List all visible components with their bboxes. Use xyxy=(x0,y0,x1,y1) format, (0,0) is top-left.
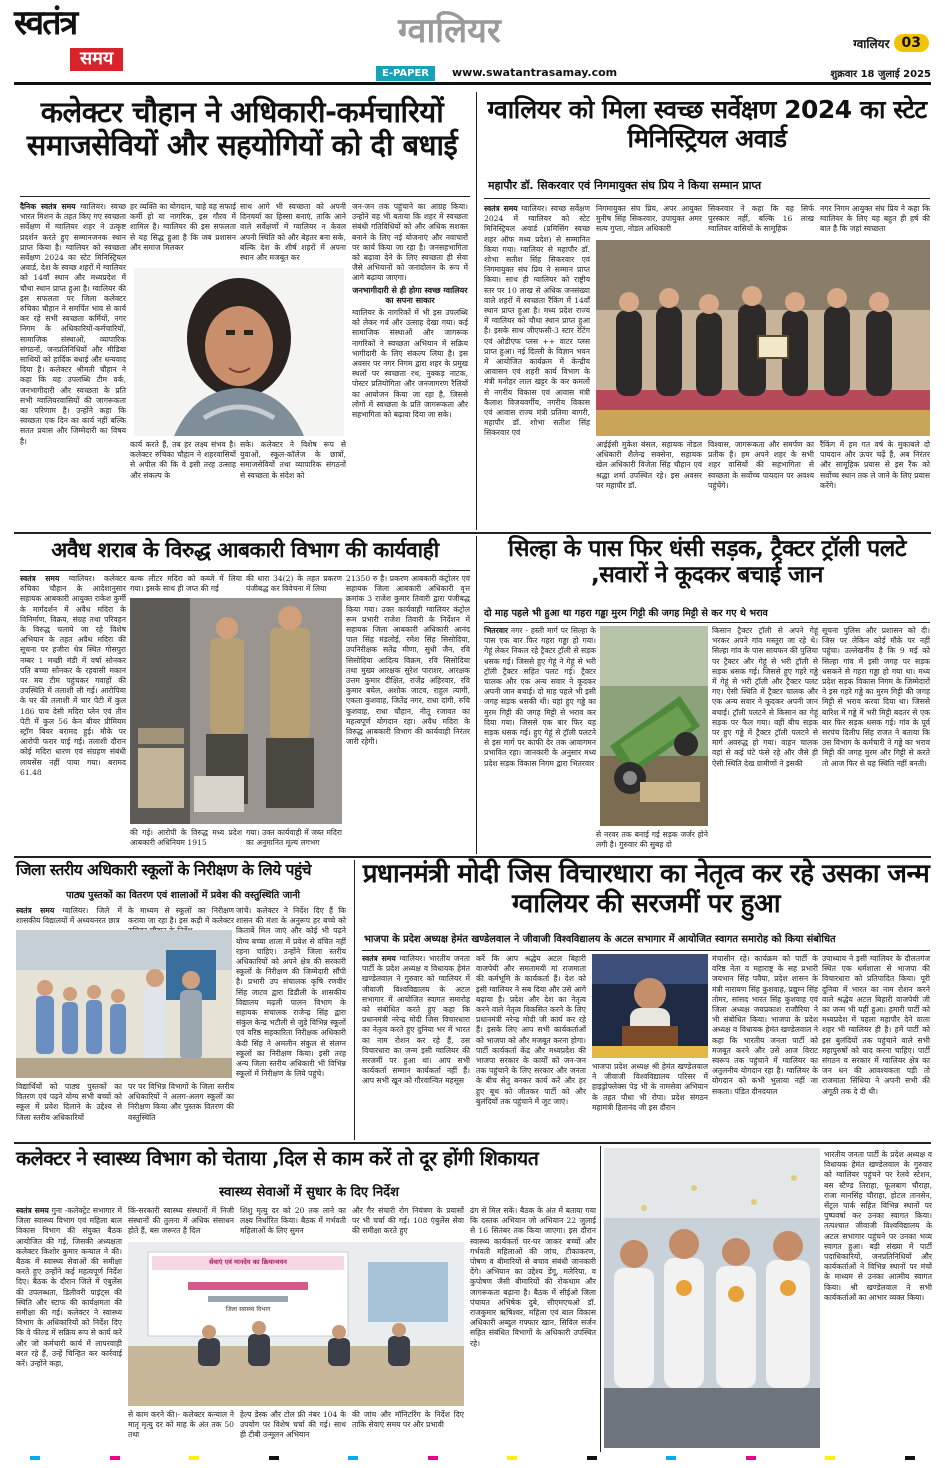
body-text: ग्वालियर के नागरिकों में भी इस उपलब्धि को लेकर गर्व और उत्साह देखा गया। कई सामाजिक संस्थाओं और जागरूक नागरिकों ने स्वच्छता अभियान में सक्रिय भागीदारी के लिए संकल्प लिया है। इस अवसर पर नगर निगम द्वारा शहर के प्रमुख स्थलों पर स्वच्छता रथ, नुक्कड़ नाटक, पोस्टर प्रतियोगिता और जनजागरण रैलियों का आयोजन किया जा रहा है, जिससे लोगों में स्वच्छता के प्रति जागरूकता और सहभागिता को बढ़ावा दिया जा सके। xyxy=(352,308,468,420)
body-text: ग्वालियर। कलेक्टर रुचिका चौहान के आदेशानुसार सहायक आबकारी आयुक्त राकेश कुर्मी के मार्गदर्शन में अवैध मदिरा के विनिर्माण, विक्रय, संग्रह तथा परिवहन के विरुद्ध चलाये जा रहे विशेष अभियान के तहत अवैध मदिरा की सूचना पर हजीरा थेत्र स्थित गोसपुरा नम्बर 1 मच्छी मंडी में वर्षा सोनकर पति बच्चा सोनकर के रहवासी मकान पर मय टीम पहुंचकर गवाहों की उपस्थिति में तलाशी ली गई। आरोपिया के घर की तलाशी में चार पेटी में कुल 186 पाव देसी मदिरा प्लेन एवं तीन पेटी में कुल 56 केन बीयर प्रीमियम स्ट्रॉग बियर बरामद हुई। मौके पर आरोपी फरार पाई गई। तलाशी दौरान कोई मदिरा धारण एवं संग्रहण संबंधी लायसेंस नहीं पाया गया। बरामद 61.48 xyxy=(20,574,126,777)
photo-modi-caption: भाजपा प्रदेश अध्यक्ष श्री हेमंत खण्डेलवाल ने जीवाजी विश्वविद्यालय परिसर में हाइड्रोफ्लेक्स पेड़ भी के नामसेवा अभियान के तहत पौधा भी रोपा। प्रदेश संगठन महामंत्री हितानंद जी इस दौरान xyxy=(592,1062,708,1112)
divider xyxy=(484,622,930,623)
body-text: ग्वालियर। भारतीय जनता पार्टी के प्रदेश अध्यक्ष व विधायक हेमंत खण्डेलवाल ने गुरुवार को ग्वालियर में जीवाजी विश्वविद्यालय के अटल सभागार में आयोजित स्वागत समारोह को संबोधित करते हुए कहा कि प्रधानमंत्री नरेन्द्र मोदी जिस विचारधारा का नेतृत्व करते हुए दुनिया भर में भारत का नाम रोशन कर रहे हैं, उस विचारधारा का जन्म इसी ग्वालियर की सरजमीं पर हुआ था। आप सभी कार्यकर्ता सम्मान कार्यकर्ता नहीं हैं। आप सभी खून को गौरवान्वित महसूस xyxy=(362,954,470,1086)
subhead-schools: पाठ्य पुस्तकों का वितरण एवं शालाओं में प्रवेश की वस्तुस्थिति जानी xyxy=(65,890,301,901)
article-award-col2a: निगमायुक्त संघ प्रिय, अपर आयुक्त मुनीष सिंह सिकरवार, उपायुक्त अमर सत्य गुप्ता, नोडल अधिकारी xyxy=(596,204,702,234)
masthead-rule xyxy=(14,82,931,85)
dateline: स्वतंत्र समय xyxy=(16,906,55,915)
article-road-col2: किसान ट्रैक्टर ट्रॉली से अपने गेहूं भरकर अपने गांव मस्तूरा जा रहे थे। सिल्हा गांव के पास सायफन की पुलिया पर ट्रैक्टर और गेहूं से भरी ट्रॉली से सड़क धसक गई। जिससे हुए गहरे गड्ढे में गेहूं से भरी ट्रॉली और ट्रैक्टर पलट गए। ऐसी स्थिति में ट्रैक्टर चालक और एक अन्य सवार ने कूदकर अपनी जान बचाई। ट्रॉली पलटने से किसान का गेहूं सड़क पर फैल गया। वहीं बीच सड़क पर हुए गड्ढे में ट्रैक्टर ट्रॉली पलटने से मार्ग अवरुद्ध हो गया। वाहन चालक वहां से कई घंटे फंसे रहे और जैसे ही ऐसी स्थिति देख ग्रामीणों ने इसकी xyxy=(712,626,818,768)
article-modi-col2: करें कि आप श्रद्धेय अटल बिहारी वाजपेयी और समतामयी मां राजमाता की कर्मभूमि के कार्यकर्ता हैं। देश को इसी ग्वालियर ने सब दिया और उसे आगे बढ़ाया है। प्रदेश और देश का नेतृत्व करने वाले नेतृत्व विकसित करने के लिए प्रधानमंत्री नरेन्द्र मोदी जी कार्य कर रहे हैं। इसके लिए आप सभी कार्यकर्ताओं को भाजपा को और मजबूत करना होगा। पार्टी कार्यकर्ता केंद्र और मध्यप्रदेश की भाजपा सरकार के कार्यों को जन-जन तक पहुंचाने के लिए सरकार और जनता के बीच सेतु बनकर कार्य करें और हर हुए बूथ को जीतकर पार्टी को और बुलंदियों तक पहुंचाने में जुट जाएं। xyxy=(476,954,586,1106)
dateline: स्वतंत्र समय xyxy=(16,1206,49,1215)
print-registration-marks xyxy=(30,1456,915,1462)
website-link[interactable]: www.swatantrasamay.com xyxy=(452,66,618,79)
photo-banner-title: सेवाएं एवं मानदेय का क्रियान्वयन xyxy=(209,1258,287,1266)
article-award-col4a: नगर निगम आयुक्त संघ प्रिय ने कहा कि ग्वालियर के लिए यह बहुत ही हर्ष की बात है कि जहां स्वच्छता xyxy=(820,204,930,234)
photo-welcome-crowd xyxy=(604,1148,820,1448)
photo-liquor-raid xyxy=(130,598,342,824)
article-health-col1 xyxy=(16,1206,122,1450)
headline-modi: प्रधानमंत्री मोदी जिस विचारधारा का नेतृत्व कर रहे उसका जन्म ग्वालियर की सरजमीं पर हुआ xyxy=(362,859,930,919)
article-award-col4b: रैंकिंग में हम गत वर्ष के मुकाबले दो पायदान और ऊपर चढ़ें हैं, अब निरंतर और सामूहिक प्रयास से इस रैंक को सर्वोच्च स्थान तक ले जाने के लिए प्रयास करेंगे। xyxy=(820,440,930,490)
page-indicator xyxy=(853,34,929,52)
article-award-col1 xyxy=(484,204,590,526)
subhead-award: महापौर डॉ. सिकरवार एवं निगमायुक्त संघ प्रिय ने किया सम्मान प्राप्त xyxy=(488,179,762,192)
body-text: गुना -कलेक्ट्रेट सभागार में जिला स्वास्थ्य विभाग एवं महिला बाल विकास विभाग की संयुक्त बैठक आयोजित की गई, जिसकी अध्यक्षता कलेक्टर किशोर कुमार कन्याल ने की। बैठक में स्वास्थ्य सेवाओं की समीक्षा करते हुए उन्होंने कई महत्वपूर्ण निर्देश दिए। बैठक के दौरान जिले में एंबुलेंस की उपलब्धता, डिलीवरी पाइंट्स की स्थिति और स्टाफ की कार्यक्षमता की समीक्षा की गई। कलेक्टर ने स्वास्थ्य विभाग के अधिकारियों को निर्देश दिए कि वे फील्ड में सक्रिय रूप से कार्य करें और जो कर्मचारी कार्य में लापरवाही बरत रहे हैं, उन्हें चिन्हित कर कार्रवाई करें। उन्होंने कहा, xyxy=(16,1206,122,1369)
article-health-col2a: किं-सरकारी स्वास्थ्य संस्थानों में निजी संस्थानों की तुलना में अधिक संसाधन होते हैं, बस जरूरत है दिल xyxy=(128,1206,234,1236)
article-modi-col3: मंचासीन रहे। कार्यक्रम को पार्टी के वरिष्ठ नेता व महाराष्ट्र के सह प्रभारी जयभान सिंह पवैया, प्रदेश शासन के मंत्री नारायण सिंह कुशवाह, प्रद्युम्न सिंह तोमर, सांसद भारत सिंह कुशवाह एवं जिला अध्यक्ष जयप्रकाश राजौरिया ने भी संबोधित किया। भाजपा के प्रदेश अध्यक्ष व विधायक हेमंत खण्डेलवाल ने कहा कि भारतीय जनता पार्टी को मजबूत करने और उसे आज विराट स्वरूप तक पहुंचाने में ग्वालियर का अतुलनीय योगदान रहा है। ग्वालियर के योगदान को कभी भुलाया नहीं जा सकता। पंडित दीनदयाल xyxy=(712,954,818,1096)
article-schools-col2b: जांचें। कलेक्टर ने निर्देश दिए हैं कि शासन की मंशा के अनुरूप हर बच्चे को किताबें मिल जाएं और कोई भी पढ़ने योग्य बच्चा शाला में प्रवेश से वंचित नहीं रहना चाहिए। उन्होंने जिला स्तरीय अधिकारियों को अपने क्षेत्र की सरकारी स्कूलों के निरीक्षण की जिम्मेदारी सौंपी है। प्रभारी उप संचालक कृषि रणवीर सिंह जाटव द्वारा डिडौली के शासकीय विद्यालय मढ़ली पालन विभाग के सहायक संचालक राजेन्द्र सिंह द्वारा संकुल केन्द्र भटौली से जुड़े विभिन्न स्कूलों एवं वरिष्ठ सहकारिता निरीक्षक अधिकारी केदी सिंह ने अमलीन संकुल से संलग्न स्कूलों का निरीक्षण किया। इसी तरह अन्य जिला स्तरीय अधिकारी भी विभिन्न स्कूलों में निरीक्षण के लिये पहुंचे। xyxy=(236,906,346,1079)
column-divider xyxy=(600,1146,601,1452)
body-text: नगर - हस्ती मार्ग पर सिल्हा के पास एक बार फिर गहरा गड्ढा हो गया। गेहूं लेकर निकल रहे ट्रैक्टर ट्रॉली से सड़क धसक गई। जिससे हुए गेहूं ने गेहूं से भरी ट्रॉली ट्रैक्टर सहित पलट गई। ट्रैक्टर चालक और एक अन्य सवार ने कूदकर अपनी जान बचाई। दो माह पहले भी इसी जगह सड़क धसकी थी। यहां हुए गड्ढे का मुरम गिट्टी की जगह मिट्टी से भराव कर दिया गया। जिससे एक बार फिर यह सड़क धसक गई। हुए गेहूं से ट्रॉली पलटने से इस मार्ग पर काफी देर तक आवागमन प्रभावित रहा। जानकारी के अनुसार मध्य प्रदेश सड़क विकास निगम द्वारा भितरवार xyxy=(484,626,596,768)
section-divider xyxy=(14,1142,931,1144)
dateline: स्वतंत्र समय xyxy=(20,574,60,583)
dateline: स्वतंत्र समय xyxy=(484,204,518,213)
article-schools-col1b: विद्यार्थियों को पाठ्य पुस्तकों का वितरण एवं पढ़ने योग्य सभी बच्चों को स्कूल में प्रवेश दिलाने के उद्देश्य से जिला स्तरीय अधिकारियों xyxy=(16,1082,122,1122)
headline-road: सिल्हा के पास फिर धंसी सड़क, ट्रैक्टर ट्रॉली पलटे ,सवारों ने कूदकर बचाई जान xyxy=(508,536,906,589)
article-liquor-col3b: गया। उक्त कार्यवाही में जब्त मदिरा का अनुमानित मूल्य लगभग xyxy=(246,828,342,848)
article-award-col3a: सिकरवार ने कहा कि यह सिर्फ पुरस्कार नहीं, बल्कि 16 लाख ग्वालियर वासियों के सामूहिक xyxy=(708,204,814,234)
dateline: भितरवार xyxy=(484,626,509,635)
article-modi-col1 xyxy=(362,954,470,1138)
dateline: स्वतंत्र समय xyxy=(362,954,396,963)
headline-liquor: अवैध शराब के विरुद्ध आबकारी विभाग की कार्यवाही xyxy=(51,538,439,562)
edition-city: ग्वालियर xyxy=(398,11,501,51)
article-liquor-col4: 21350 रु है। प्रकरण आबकारी कंट्रोलर एवं सहायक जिला आबकारी अधिकारी वृत्त क्रमांक 3 राजेश कुमार तिवारी द्वारा पंजीबद्ध किया गया। उक्त कार्यवाही ग्वालियर कंट्रोल रूम प्रभारी राजेश तिवारी के निर्देशन में सहायक जिला आबकारी अधिकारी आनंद पाल सिंह मंडलोई, रमेश सिंह सिसोदिया, उपनिरीक्षक सतेंद्र मीणा, सुधी जैन, रवि सिसोदिया आदित्य विक्रम, रवि सिसोदिया तथा मुख्य आरक्षक सुरेश पाराशर, आरक्षक उत्तम कुमार दीक्षित, राजेंद्र अहिरवार, रवि कुमार बघेल, अशोक जाटव, राहुल त्यागी, एकता कुशवाह, जितेंद्र नगर, राधा दांगी, रुचि कुशवाह, राधा चौहान, नीतू रजावत का महत्वपूर्ण योगदान रहा। अवैध मदिरा के विरुद्ध आबकारी विभाग की कार्यवाही निरंतर जारी रहेगी। xyxy=(346,574,470,747)
subhead-health: स्वास्थ्य सेवाओं में सुधार के दिए निर्देश xyxy=(219,1185,399,1200)
article-road-col3: सूचना पुलिस और प्रशासन को दी। जिस पर लेकिन कोई मौके पर नहीं पहुंचा। उल्लेखनीय है कि 9 मई को सिल्हा गांव में इसी जगह पर सड़क धसकने से गहरा गड्ढा हो गया था। मध्य प्रदेश सड़क विकास निगम के जिम्मेदारों ने इस गहरे गड्ढे का मुरम गिट्टी की जगह मिट्टी से भराव करवा दिया था। जिससे बारिश में गड्ढे में भरी मिट्टी बदतर से एक बार फिर सड़क धसक गई। गांव के पूर्व सरपंच दिलीप सिंह राजत ने बताया कि उस विभाग के कर्मचारी ने गड्ढे का भराव मिट्टी की जगह मुरम और गिट्टी से करते तो आज फिर से यह स्थिति नहीं बनती। xyxy=(822,626,930,768)
article-collector-col3a: साथ आगे भी स्वच्छता को अपनी दिनचर्या का हिस्सा बनाएं, ताकि आने वाले सर्वेक्षणों में ग्वालियर न केवल अपनी स्थिति को और बेहतर बना सके, बल्कि देश के शीर्ष शहरों में अपना स्थान और मजबूत कर xyxy=(240,202,346,263)
masthead-logo-samay: समय xyxy=(70,48,123,71)
article-schools-col2a: के माध्यम से स्कूलों का निरीक्षण कराया जा रहा है। इस कड़ी में कलेक्टर xyxy=(128,906,234,926)
dateline: दैनिक स्वतंत्र समय xyxy=(20,202,76,211)
headline-schools: जिला स्तरीय अधिकारी स्कूलों के निरीक्षण के लिये पहुंचे xyxy=(16,861,312,879)
article-liquor-col3a: की धारा 34(2) के तहत प्रकरण पंजीबद्ध कर विवेचना में लिया xyxy=(246,574,342,594)
photo-modi-speech xyxy=(592,954,708,1058)
article-award-col3b: विश्वास, जागरूकता और समर्पण का प्रतीक है। हम अपने शहर के सभी शहर वासियों की सहभागिता से स्वच्छता के सर्वोच्च पायदान पर अवश्य पहुंचेंगे। xyxy=(708,440,814,490)
epaper-badge: E-PAPER xyxy=(376,66,435,81)
column-divider xyxy=(476,92,477,530)
divider xyxy=(20,570,470,571)
column-divider xyxy=(476,536,477,854)
article-health-col3b: हेल्प डेस्क और टोल फ्री नंबर 104 के उपयोग पर विशेष चर्चा की गई। साथ ही टीबी उन्मूलन अभियान xyxy=(240,1410,346,1440)
subhead-modi: भाजपा के प्रदेश अध्यक्ष हेमंत खण्डेलवाल ने जीवाजी विश्वविद्यालय के अटल सभागार में आयोजित स्वागत समारोह को किया संबोधित xyxy=(364,934,836,945)
article-road-col1b: से नरवर तक बनाई गई सड़क जर्जर होने लगी है। गुरुवार की सुबह दो xyxy=(596,830,708,850)
article-welcome-col: भारतीय जनता पार्टी के प्रदेश अध्यक्ष व विधायक हेमंत खण्डेलवाल के गुरुवार को ग्वालियर पहुंचने पर रेलवे स्टेशन, बस स्टैण्ड तिराहा, फूलबाग चौराहा, राजा मानसिंह चौराहा, होटल तानसेन, सेंट्रल पार्क सहित विभिन्न स्थानों पर पुष्पवर्षा कर उनका स्वागत किया। तत्पश्चात जीवाजी विश्वविद्यालय के अटल सभागार पहुंचने पर उनका भव्य स्वागत हुआ। बड़ी संख्या में पार्टी पदाधिकारियों, जनप्रतिनिधियों और कार्यकर्ताओं ने विभिन्न स्थानों पर मंचों के माध्यम से उनका आत्मीय स्वागत किया। श्री खण्डेलवाल ने सभी कार्यकर्ताओं का आभार व्यक्त किया। xyxy=(824,1150,932,1302)
page-number: 03 xyxy=(894,34,929,52)
masthead-logo: स्वतंत्र xyxy=(14,3,77,43)
article-collector-col3b: सके। कलेक्टर ने विशेष रूप से युवाओं, स्कूल-कॉलेज के छात्रों, समाजसेवियों तथा व्यापारिक संगठनों से स्वच्छता के संदेश को xyxy=(240,440,346,480)
divider xyxy=(362,950,930,951)
section-divider xyxy=(14,532,931,534)
photo-school-inspection xyxy=(16,930,232,1078)
photo-health-meeting xyxy=(128,1242,464,1406)
article-collector-col2a: हर व्यक्ति का योगदान, चाहे वह सफाई कर्मी हो या नागरिक, इस गौरव में शामिल है। ग्वालियर की इस सफलता से यह सिद्ध हुआ है कि जब प्रशासन और समाज मिलकर xyxy=(130,202,236,252)
article-collector-col1 xyxy=(20,202,126,526)
section-divider xyxy=(14,856,931,858)
article-schools-col1a xyxy=(16,906,122,928)
body-text: जन-जन तक पहुंचाने का आग्रह किया। उन्होंने यह भी बताया कि शहर में स्वच्छता संबंधी गतिविधियों को और अधिक सशक्त बनाने के लिए नई योजनाएं और नवाचारों पर कार्य किया जा रहा है। जनसहभागिता को बढ़ावा देने के लिए स्वच्छता ही सेवा जैसे अभियानों को जनांदोलन के रूप में आगे बढ़ाया जाएगा। xyxy=(352,202,468,283)
photo-road-trolley xyxy=(600,626,708,826)
inline-subhead: जनभागीदारी से ही होगा स्वच्छ ग्वालियर का सपना साकार xyxy=(352,285,468,305)
headline-collector-badhai: कलेक्टर चौहान ने अधिकारी-कर्मचारियों समाजसेवियों और सहयोगियों को दी बधाई xyxy=(26,95,458,163)
article-schools-col2c: पर पर विभिन्न विभागों के जिला स्तरीय अधिकारियों ने अलग-अलग स्कूलों का निरीक्षण किया और पुस्तक वितरण की वस्तुस्थिति xyxy=(128,1082,234,1122)
headline-health: कलेक्टर ने स्वास्थ्य विभाग को चेताया ,दिल से काम करें तो दूर होंगी शिकायत xyxy=(16,1147,539,1170)
article-health-col4b: की जांच और मॉनिटरिंग के निर्देश दिए ताकि सेवाएं समय पर और प्रभावी xyxy=(352,1410,464,1430)
article-modi-col4: उपाध्याय ने इसी ग्वालियर के दौलतगंज स्थित एक धर्मशाला से भाजपा की विचारधारा को प्रतिपादित किया। पूरी दुनिया में भारत का नाम रोशन करने वाले श्रद्धेय अटल बिहारी वाजपेयी जी का जन्म भी यहीं हुआ। हमारी पार्टी को मध्यप्रदेश में पहला महापौर देने वाला शहर भी ग्वालियर ही है। हमें पार्टी को इस बुलंदियों तक पहुंचाने वाले सभी महापुरुषों को याद करना चाहिए। पार्टी संगठन व सरकार में ग्वालियर क्षेत्र का जन धन की आवश्यकता पड़ी तो राजमाता सिंधिया ने अपनी सभी की अंगूठी तक दे दी थी। xyxy=(822,954,930,1096)
article-health-col2b: से काम करने की।- कलेक्टर कन्याल ने मातृ मृत्यु दर को माह के अंत तक 50 तथा xyxy=(128,1410,234,1440)
article-road-col1 xyxy=(484,626,596,828)
body-text: ग्वालियर। स्वच्छ भारत मिशन के तहत किए गए स्वच्छता सर्वेक्षण में ग्वालियर शहर ने उत्कृष्ट प्रदर्शन करते हुए सम्मानजनक स्थान प्राप्त किया है। ग्वालियर को स्वच्छता सर्वेक्षण 2024 का स्टेट मिनिस्ट्रियल अवार्ड, देश के स्वच्छ शहरों में ग्वालियर को 14वाँ स्थान और मध्यप्रदेश में चौथा स्थान प्राप्त हुआ है। ग्वालियर की इस सफलता पर जिला कलेक्टर रुचिका चौहान ने समर्पित भाव से कार्य कर रहे सभी स्वच्छता कर्मियों, नगर निगम के अधिकारियों-कर्मचारियों, सामाजिक संस्थाओं, व्यापारिक संगठनों, जनप्रतिनिधियों और मीडिया साथियों को हार्दिक बधाई और धन्यवाद दिया है। कलेक्टर श्रीमती चौहान ने कहा कि यह उपलब्धि टीम वर्क, जनभागीदारी और स्वच्छता के प्रति सभी ग्वालियरवासियों की जागरूकता का परिणाम है। उन्होंने कहा कि स्वच्छता एक दिन का कार्य नहीं बल्कि सतत प्रयास और जिम्मेदारी का विषय है। xyxy=(20,202,126,446)
article-award-col2b: आईईसी मुकेश बंसल, सहायक नोडल अधिकारी शैलेन्द्र सक्सेना, सहायक खेल अधिकारी विजेता सिंह चौहान एवं श्रद्धा शर्मा उपस्थित रहे। इस अवसर पर महापौर डॉ. xyxy=(596,440,702,490)
headline-award: ग्वालियर को मिला स्वच्छ सर्वेक्षण 2024 का स्टेट मिनिस्ट्रियल अवार्ड xyxy=(487,95,927,153)
article-liquor-col2a: बल्क लीटर मदिरा को कब्जे में लिया गया। इसके साथ ही जप्त की गई xyxy=(130,574,242,594)
subhead-road: दो माह पहले भी हुआ था गहरा गड्ढा मुरम गिट्टी की जगह मिट्टी से कर गए थे भराव xyxy=(484,608,768,619)
article-health-col4a: और गैर संचारी रोग नियंत्रण के प्रयासों पर भी चर्चा की गई। 108 एंबुलेंस सेवा की समीक्षा करते हुए xyxy=(352,1206,464,1236)
article-health-col5: ढंग से मिल सकें। बैठक के अंत में बताया गया कि दस्तक अभियान जो अभियान 22 जुलाई से 16 सितंबर तक किया जाएगा। इस दौरान स्वास्थ्य कार्यकर्ता घर-घर जाकर बच्चों और गर्भवती महिलाओं की जांच, टीकाकरण, पोषण व बीमारियों से बचाव संबंधी जानकारी देंगे। अभियान का उद्देश्य डेंगू, मलेरिया, व कुपोषण जैसी बीमारियों की रोकथाम और जागरूकता बढ़ाना है। बैठक में सीईओ जिला पंचायत अभिषेक दुबे, सीएमएचओ डॉ. राजकुमार ऋषिश्वर, महिला एवं बाल विकास अधिकारी अब्दुल गफ्फार खान, सिविल सर्जन सहित संबंधित विभागों के अधिकारी उपस्थित रहे। xyxy=(470,1206,596,1348)
divider xyxy=(484,198,930,199)
divider xyxy=(20,196,470,197)
article-health-col3a: शिशु मृत्यु दर को 20 तक लाने का लक्ष्य निर्धारित किया। बैठक में गर्भवती महिलाओं के लिए सुमन xyxy=(240,1206,346,1236)
photo-banner-sub: जिला स्वास्थ्य विभाग xyxy=(225,1306,271,1313)
article-collector-col4 xyxy=(352,202,468,526)
photo-award-ceremony xyxy=(596,240,930,436)
article-collector-col2b: कार्य करते हैं, तब हर लक्ष्य संभव है। कलेक्टर रुचिका चौहान ने शहरवासियों से अपील की कि वे इसी तरह उत्साह और संकल्प के xyxy=(130,440,236,480)
issue-date: शुक्रवार 18 जुलाई 2025 xyxy=(830,69,931,80)
page-city: ग्वालियर xyxy=(853,36,890,51)
photo-collector-portrait xyxy=(134,268,344,436)
article-liquor-col1 xyxy=(20,574,126,850)
body-text: ग्वालियर। जिले में शासकीय विद्यालयों में अध्ययनरत छात्र xyxy=(16,906,122,926)
body-text: ग्वालियर। स्वच्छ सर्वेक्षण 2024 में ग्वालियर को स्टेट मिनिस्ट्रियल अवार्ड (प्रमिसिंग स्वच्छ शहर ऑफ मध्य प्रदेश) से सम्मानित किया गया। ग्वालियर से महापौर डॉ. शोभा सतीश सिंह सिकरवार एवं निगमायुक्त संघ प्रिय ने सम्मान प्राप्त किया। साथ ही ग्वालियर को राष्ट्रीय स्तर पर 10 लाख से अधिक जनसंख्या वाले शहरों में स्वच्छता रैंकिंग में 14वाँ स्थान प्राप्त हुआ है। मध्य प्रदेश राज्य में ग्वालियर को चौथा स्थान प्राप्त हुआ है। इसके साथ जीएफसी-3 स्टार रेटिंग एवं ओडीएफ प्लस ++ वाटर प्लस प्राप्त हुआ। xyxy=(484,204,590,356)
column-divider xyxy=(354,860,355,1140)
article-liquor-col2b: की गई। आरोपी के विरुद्ध मध्य प्रदेश आबकारी अधिनियम 1915 xyxy=(130,828,242,848)
body-text: नई दिल्ली के विज्ञान भवन में आयोजित कार्यक्रम में केन्द्रीय आवासन एवं शहरी कार्य विभाग के मंत्री मनोहर लाल खट्टर के कर कमलों से नगरीय विकास एवं आवास मंत्री कैलाश विजयवर्गीय, नगरीय विकास एवं आवास राज्य मंत्री प्रतिमा बागरी, महापौर डॉ. शोभा सतीश सिंह सिकरवार एवं xyxy=(484,346,590,438)
